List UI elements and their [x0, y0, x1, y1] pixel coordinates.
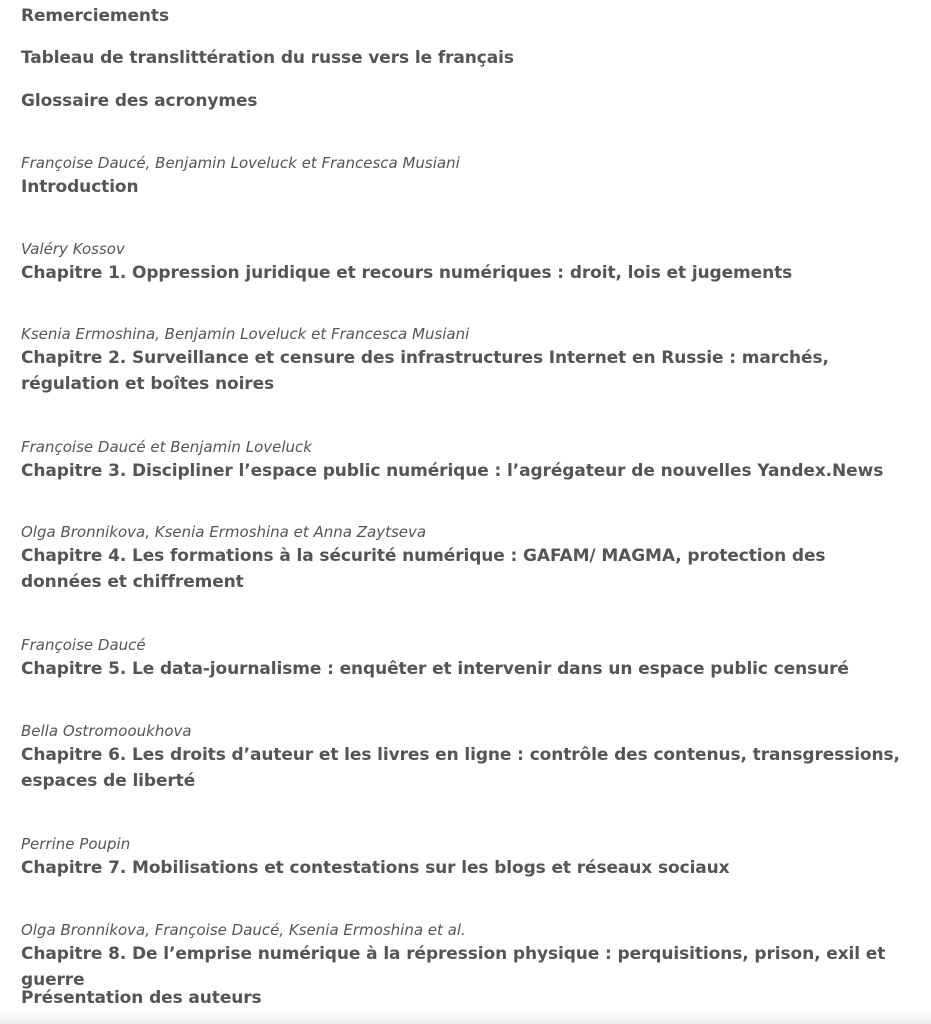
toc-entry-remerciements[interactable]	[21, 3, 911, 29]
remerciements-link[interactable]: Remerciements	[21, 6, 169, 26]
chapter-5-link[interactable]: Chapitre 5. Le data-journalisme : enquêter et intervenir dans un espace public censuré	[21, 659, 849, 679]
introduction-link[interactable]: Introduction	[21, 177, 139, 197]
chapter-1-link[interactable]: Chapitre 1. Oppression juridique et recours numériques : droit, lois et jugements	[21, 263, 793, 283]
toc-entry-chapter-8[interactable]	[21, 919, 911, 993]
toc-entry-chapter-7[interactable]	[21, 833, 911, 881]
chapter-1-author: Valéry Kossov	[21, 240, 125, 258]
chapter-8-author: Olga Bronnikova, Françoise Daucé, Ksenia Ermoshina et al.	[21, 921, 466, 939]
chapter-4-link[interactable]: Chapitre 4. Les formations à la sécurité numérique : GAFAM/ MAGMA, protection des données et chiffrement	[21, 546, 826, 592]
glossaire-link[interactable]: Glossaire des acronymes	[21, 91, 258, 111]
chapter-6-author: Bella Ostromooukhova	[21, 722, 192, 740]
chapter-5-author: Françoise Daucé	[21, 636, 146, 654]
toc-entry-chapter-4[interactable]	[21, 521, 911, 595]
chapter-7-author: Perrine Poupin	[21, 835, 131, 853]
introduction-author: Françoise Daucé, Benjamin Loveluck et Francesca Musiani	[21, 154, 460, 172]
tableau-translitteration-link[interactable]: Tableau de translittération du russe vers le français	[21, 48, 514, 68]
bottom-fade	[0, 1010, 931, 1024]
toc-entry-tableau[interactable]	[21, 45, 911, 71]
chapter-2-author: Ksenia Ermoshina, Benjamin Loveluck et Francesca Musiani	[21, 325, 470, 343]
chapter-2-link[interactable]: Chapitre 2. Surveillance et censure des infrastructures Internet en Russie : marchés, régulation et boîtes noires	[21, 348, 829, 394]
chapter-4-author: Olga Bronnikova, Ksenia Ermoshina et Anna Zaytseva	[21, 523, 427, 541]
toc-entry-presentation[interactable]	[21, 985, 911, 1011]
chapter-8-link[interactable]: Chapitre 8. De l’emprise numérique à la répression physique : perquisitions, prison, exil et guerre	[21, 944, 886, 990]
chapter-6-link[interactable]: Chapitre 6. Les droits d’auteur et les livres en ligne : contrôle des contenus, transgressions, espaces de liberté	[21, 745, 900, 791]
toc-entry-glossaire[interactable]	[21, 88, 911, 114]
toc-entry-chapter-5[interactable]	[21, 634, 911, 682]
chapter-7-link[interactable]: Chapitre 7. Mobilisations et contestations sur les blogs et réseaux sociaux	[21, 858, 730, 878]
presentation-auteurs-link[interactable]: Présentation des auteurs	[21, 988, 262, 1008]
toc-entry-chapter-6[interactable]	[21, 720, 911, 794]
toc-entry-chapter-1[interactable]	[21, 238, 911, 286]
chapter-3-link[interactable]: Chapitre 3. Discipliner l’espace public numérique : l’agrégateur de nouvelles Yandex.News	[21, 461, 884, 481]
toc-entry-chapter-3[interactable]	[21, 436, 911, 484]
chapter-3-author: Françoise Daucé et Benjamin Loveluck	[21, 438, 312, 456]
toc-entry-chapter-2[interactable]	[21, 323, 911, 397]
toc-entry-introduction[interactable]	[21, 152, 911, 200]
